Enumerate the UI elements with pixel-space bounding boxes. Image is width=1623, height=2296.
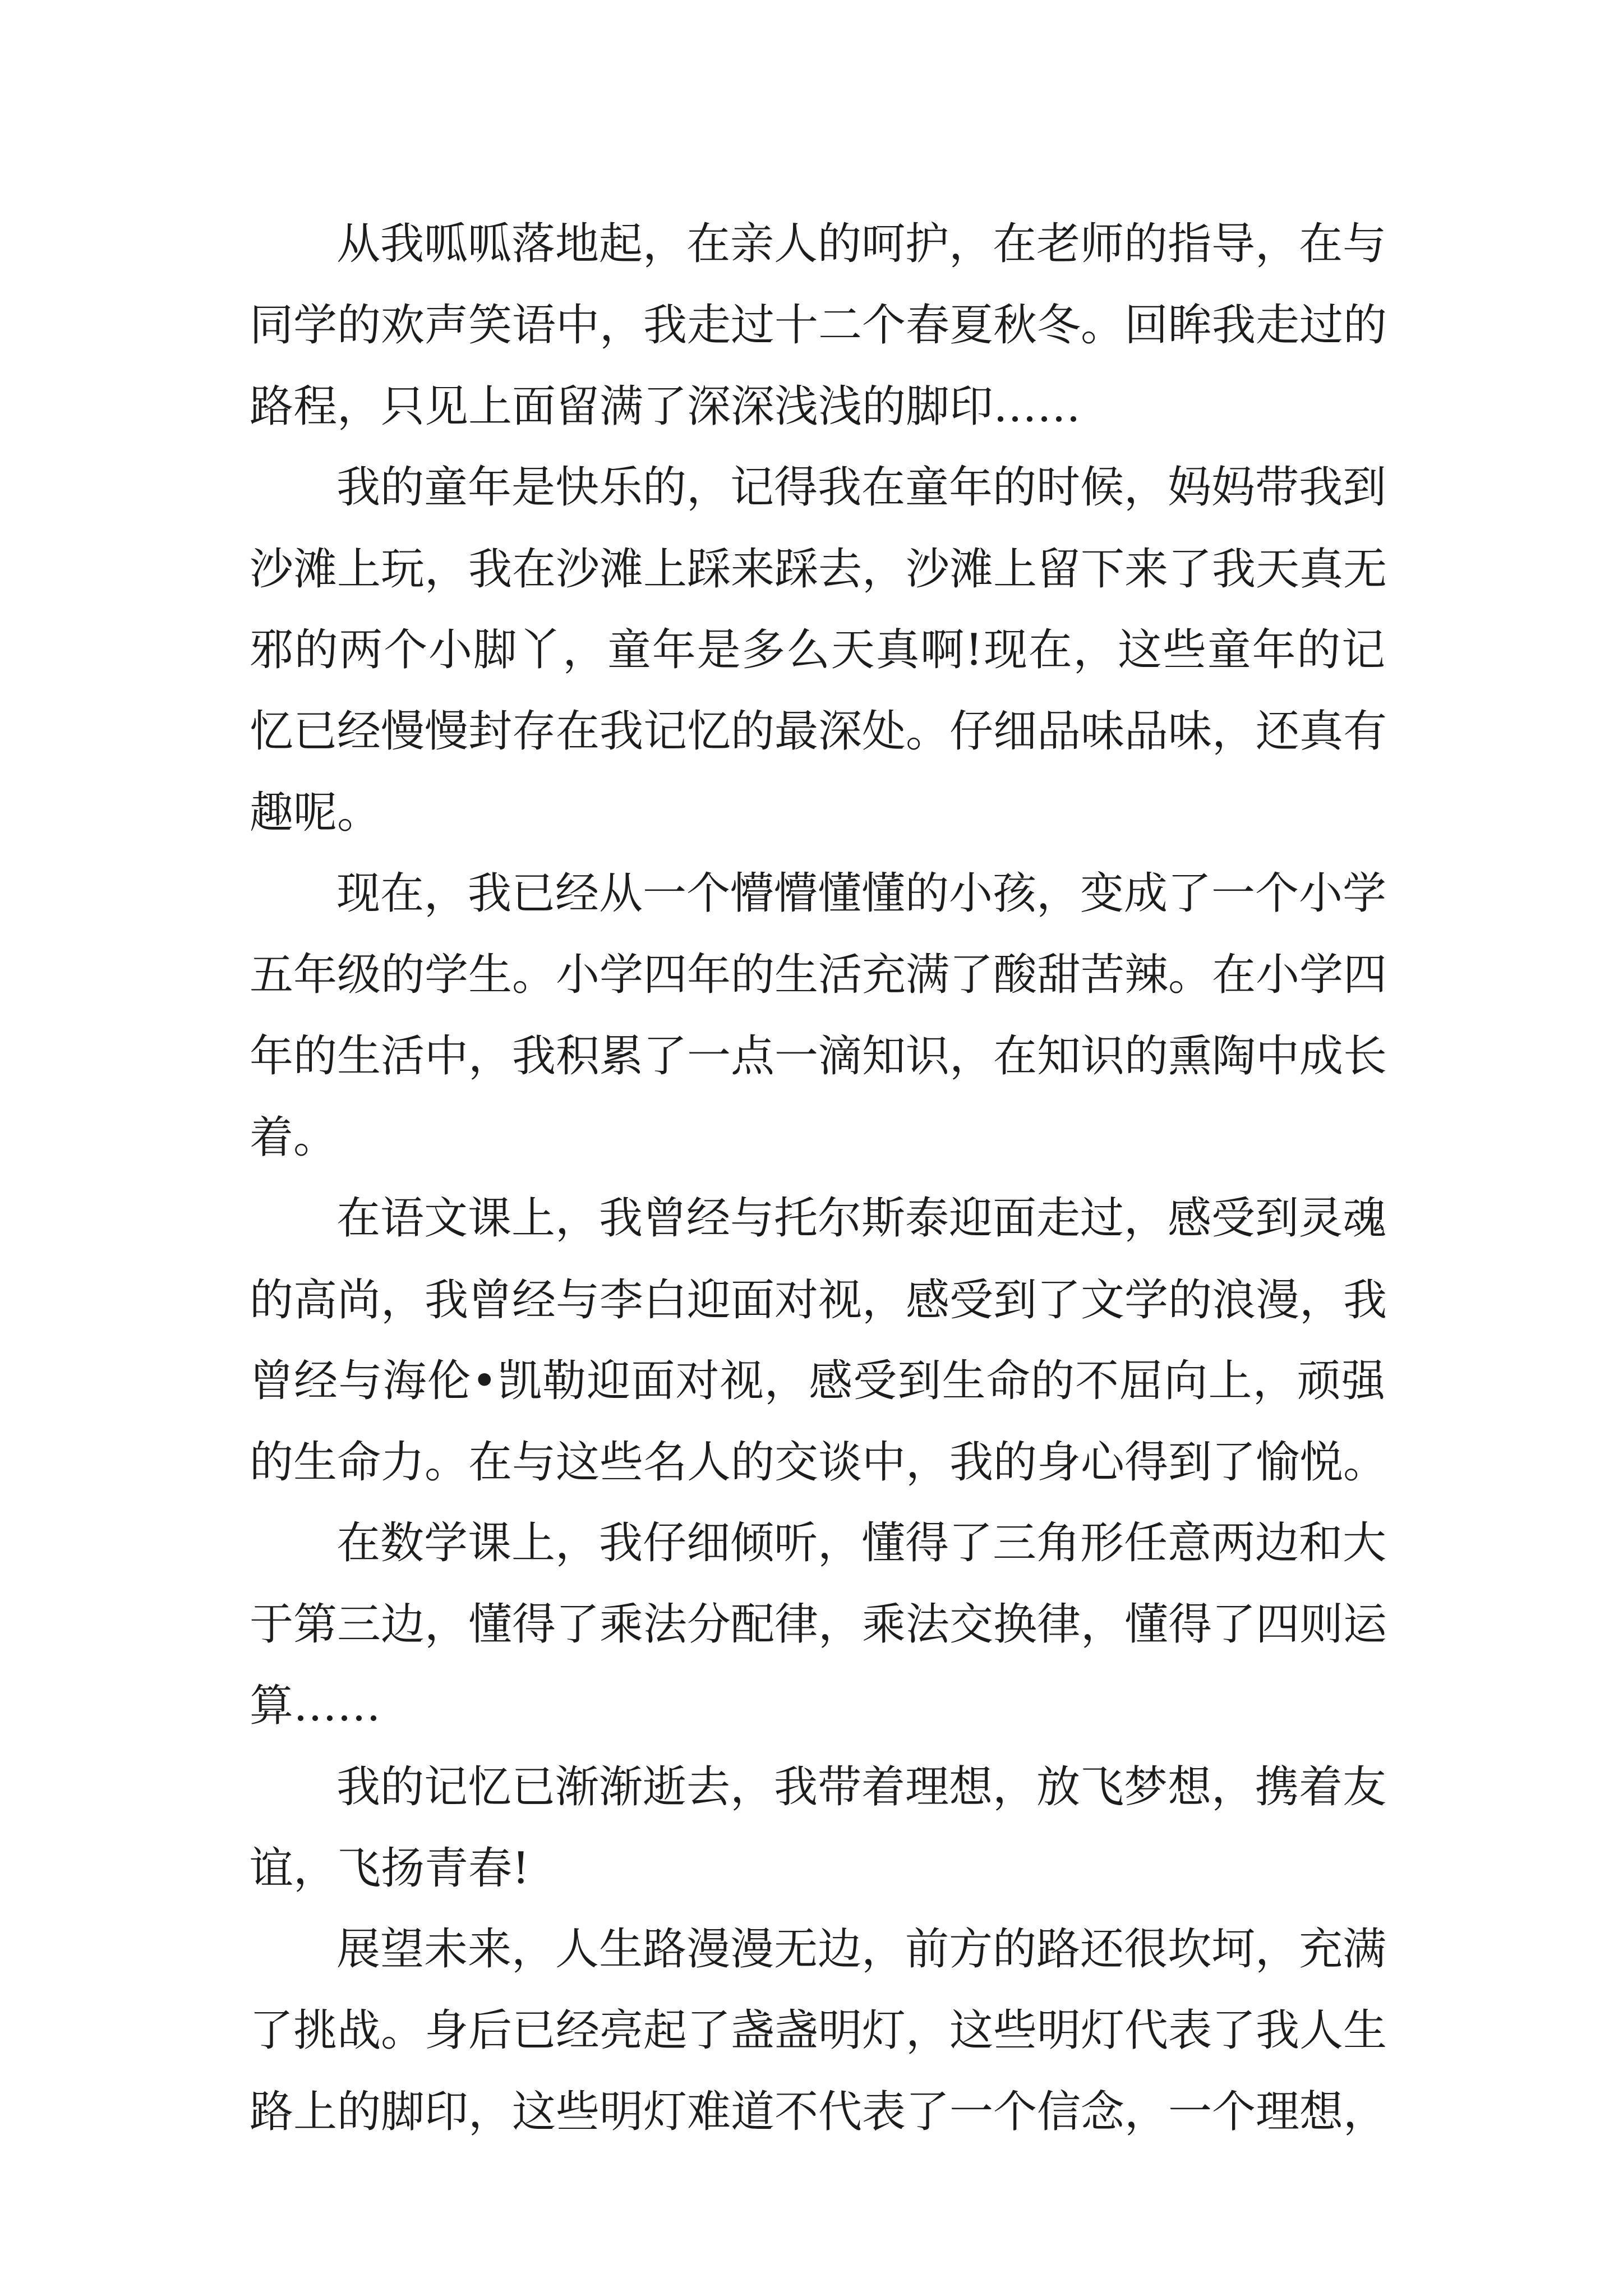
paragraph-2-line-5: 趣呢。 [250,788,381,838]
paragraph-3-line-2: 五年级的学生。小学四年的生活充满了酸甜苦辣。在小学四 [250,950,1387,1000]
paragraph-2-line-4: 忆已经慢慢封存在我记忆的最深处。仔细品味品味，还真有 [250,706,1387,757]
paragraph-4-line-1: 在语文课上，我曾经与托尔斯泰迎面走过，感受到灵魂 [336,1193,1387,1244]
paragraph-3-line-4: 着。 [250,1112,338,1163]
paragraph-1-line-3: 路程，只见上面留满了深深浅浅的脚印…… [250,381,1081,432]
paragraph-6-line-1: 我的记忆已渐渐逝去，我带着理想，放飞梦想，携着友 [336,1762,1387,1812]
paragraph-7-line-2: 了挑战。身后已经亮起了盏盏明灯，这些明灯代表了我人生 [250,2005,1387,2056]
paragraph-2-line-3: 邪的两个小脚丫，童年是多么天真啊!现在，这些童年的记 [250,625,1385,675]
paragraph-6-line-2: 谊，飞扬青春! [250,1843,530,1894]
paragraph-4-line-4: 的生命力。在与这些名人的交谈中，我的身心得到了愉悦。 [250,1437,1387,1488]
paragraph-7-line-1: 展望未来，人生路漫漫无边，前方的路还很坎坷，充满 [336,1924,1387,1975]
paragraph-5-line-1: 在数学课上，我仔细倾听，懂得了三角形任意两边和大 [336,1518,1387,1568]
paragraph-1-line-1: 从我呱呱落地起，在亲人的呵护，在老师的指导，在与 [336,219,1387,269]
paragraph-2-line-1: 我的童年是快乐的，记得我在童年的时候，妈妈带我到 [336,462,1387,513]
paragraph-3-line-1: 现在，我已经从一个懵懵懂懂的小孩，变成了一个小学 [336,868,1387,919]
paragraph-5-line-3: 算…… [250,1681,381,1731]
paragraph-7-line-3: 路上的脚印，这些明灯难道不代表了一个信念，一个理想， [250,2087,1387,2137]
paragraph-4-line-2: 的高尚，我曾经与李白迎面对视，感受到了文学的浪漫，我 [250,1275,1387,1326]
paragraph-2-line-2: 沙滩上玩，我在沙滩上踩来踩去，沙滩上留下来了我天真无 [250,544,1387,595]
paragraph-4-line-3: 曾经与海伦•凯勒迎面对视，感受到生命的不屈向上，顽强 [250,1356,1385,1406]
paragraph-5-line-2: 于第三边，懂得了乘法分配律，乘法交换律，懂得了四则运 [250,1599,1387,1650]
paragraph-1-line-2: 同学的欢声笑语中，我走过十二个春夏秋冬。回眸我走过的 [250,300,1387,351]
paragraph-3-line-3: 年的生活中，我积累了一点一滴知识，在知识的熏陶中成长 [250,1031,1387,1082]
